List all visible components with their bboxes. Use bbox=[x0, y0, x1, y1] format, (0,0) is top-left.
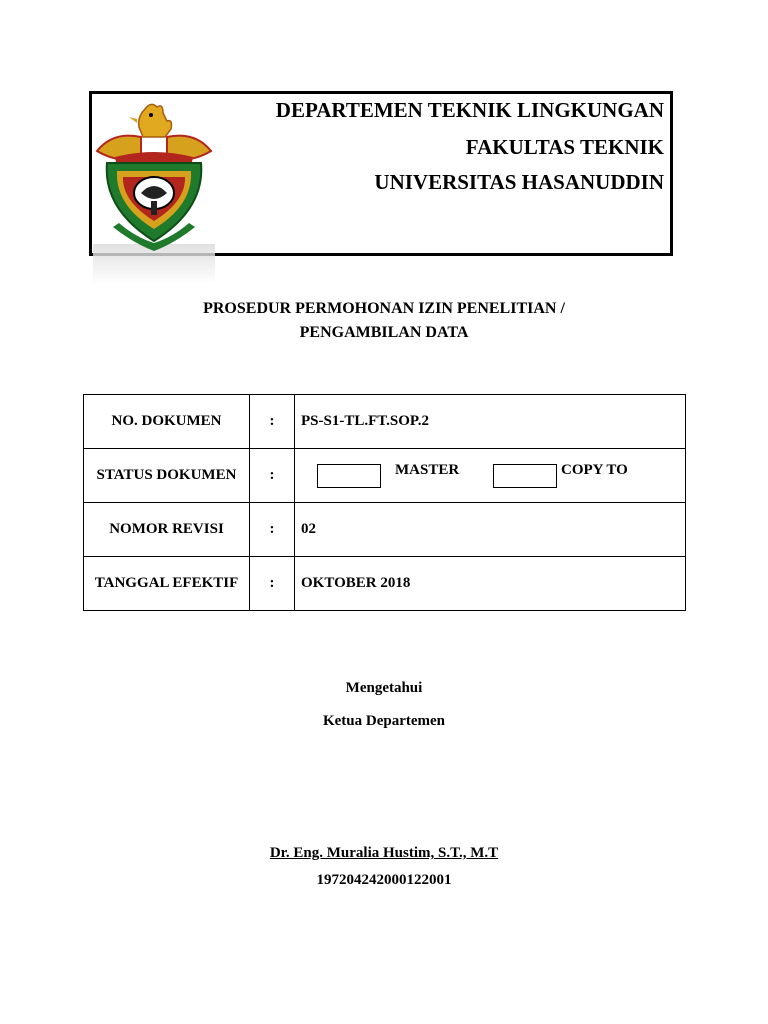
university-crest-icon bbox=[93, 101, 215, 251]
row-label: NO. DOKUMEN bbox=[84, 395, 250, 449]
row-value: 02 bbox=[295, 503, 686, 557]
table-row bbox=[84, 557, 686, 611]
row-value: PS-S1-TL.FT.SOP.2 bbox=[295, 395, 686, 449]
row-colon: : bbox=[250, 395, 295, 449]
row-colon: : bbox=[250, 449, 295, 503]
document-title-line2: PENGAMBILAN DATA bbox=[299, 324, 469, 341]
table-row bbox=[84, 503, 686, 557]
header-faculty: FAKULTAS TEKNIK bbox=[465, 135, 664, 159]
document-info-table bbox=[83, 394, 686, 611]
row-colon: : bbox=[250, 503, 295, 557]
master-checkbox[interactable] bbox=[317, 464, 381, 488]
copy-to-checkbox[interactable] bbox=[493, 464, 557, 488]
header-university: UNIVERSITAS HASANUDDIN bbox=[374, 170, 664, 194]
signatory-name: Dr. Eng. Muralia Hustim, S.T., M.T bbox=[269, 845, 499, 861]
row-value: OKTOBER 2018 bbox=[295, 557, 686, 611]
approval-label: Mengetahui bbox=[345, 680, 423, 696]
copy-to-label: COPY TO bbox=[561, 462, 628, 478]
row-label: NOMOR REVISI bbox=[84, 503, 250, 557]
document-title-line1: PROSEDUR PERMOHONAN IZIN PENELITIAN / bbox=[203, 300, 565, 317]
row-label: TANGGAL EFEKTIF bbox=[84, 557, 250, 611]
status-cell bbox=[295, 449, 686, 503]
signatory-nip: 197204242000122001 bbox=[316, 872, 452, 888]
row-colon: : bbox=[250, 557, 295, 611]
approval-position: Ketua Departemen bbox=[322, 713, 446, 729]
table-row bbox=[84, 395, 686, 449]
master-label: MASTER bbox=[395, 462, 460, 478]
header-department: DEPARTEMEN TEKNIK LINGKUNGAN bbox=[275, 98, 664, 122]
table-row bbox=[84, 449, 686, 503]
row-label: STATUS DOKUMEN bbox=[84, 449, 250, 503]
